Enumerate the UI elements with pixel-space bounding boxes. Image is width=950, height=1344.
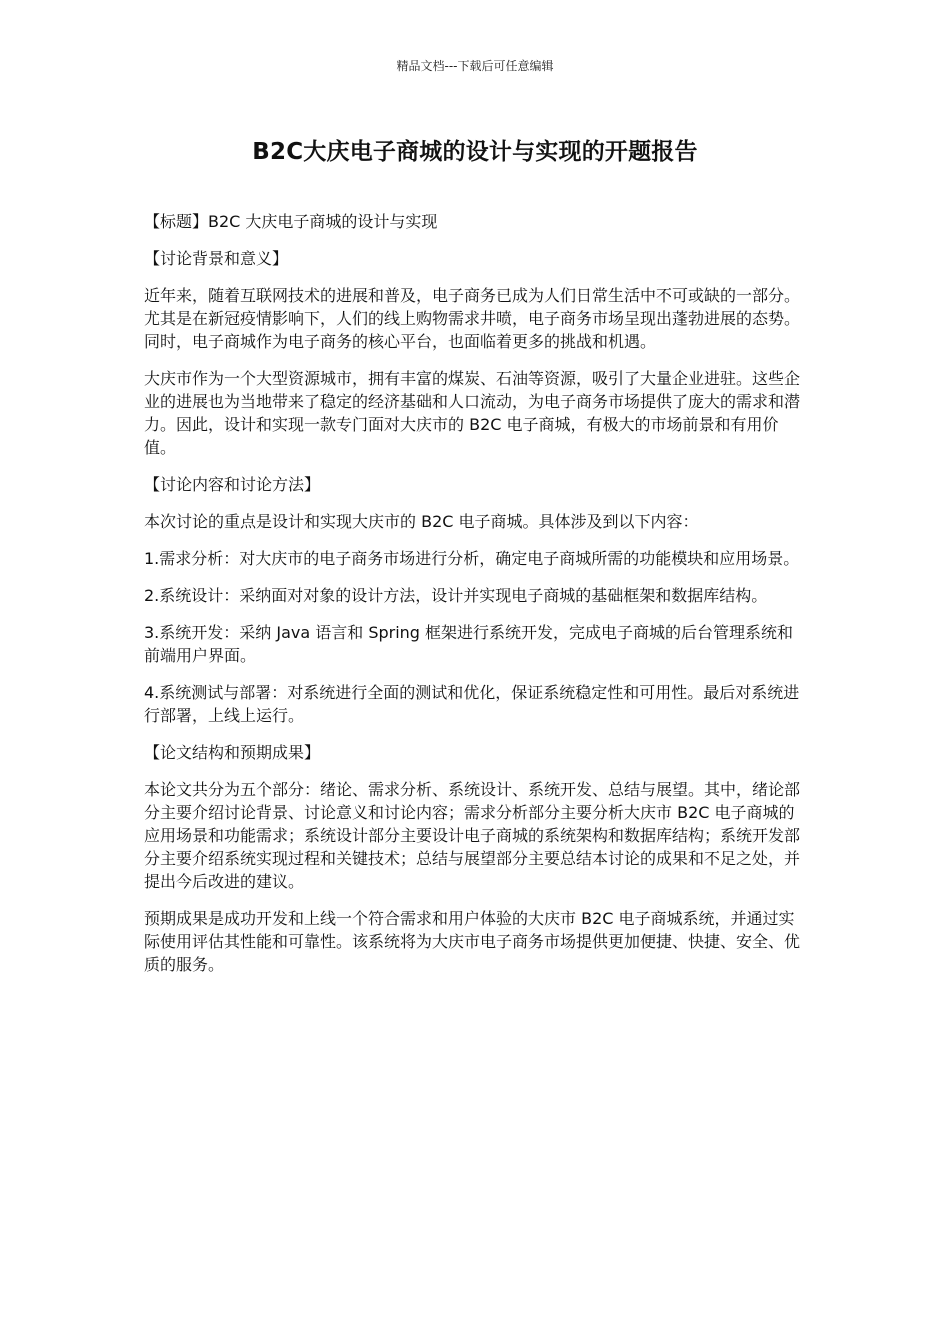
background-paragraph-1: 近年来，随着互联网技术的进展和普及，电子商务已成为人们日常生活中不可或缺的一部分。尤其是在新冠疫情影响下，人们的线上购物需求井喷，电子商务市场呈现出蓬勃进展的态势。同时，电子商城作为电子商务的核心平台，也面临着更多的挑战和机遇。: [144, 286, 801, 351]
background-paragraph-2: 大庆市作为一个大型资源城市，拥有丰富的煤炭、石油等资源，吸引了大量企业进驻。这些企业的进展也为当地带来了稳定的经济基础和人口流动，为电子商务市场提供了庞大的需求和潜力。因此，设计和实现一款专门面对大庆市的 B2C 电子商城，有极大的市场前景和有用价值。: [144, 369, 801, 457]
page-header: 精品文档---下载后可任意编辑: [396, 59, 554, 73]
section-heading-structure-results: 【论文结构和预期成果】: [144, 743, 321, 762]
content-item-4: 4.系统测试与部署：对系统进行全面的测试和优化，保证系统稳定性和可用性。最后对系统进行部署，上线上运行。: [144, 683, 800, 725]
section-heading-content-methods: 【讨论内容和讨论方法】: [144, 475, 321, 494]
title-line: 【标题】B2C 大庆电子商城的设计与实现: [144, 212, 438, 231]
results-paragraph: 预期成果是成功开发和上线一个符合需求和用户体验的大庆市 B2C 电子商城系统，并通过实际使用评估其性能和可靠性。该系统将为大庆市电子商务市场提供更加便捷、快捷、安全、优质的服务。: [144, 909, 801, 974]
content-item-2: 2.系统设计：采纳面对对象的设计方法，设计并实现电子商城的基础框架和数据库结构。: [144, 586, 768, 605]
document-title: B2C大庆电子商城的设计与实现的开题报告: [252, 139, 698, 165]
content-item-3: 3.系统开发：采纳 Java 语言和 Spring 框架进行系统开发，完成电子商城的后台管理系统和前端用户界面。: [144, 623, 794, 665]
document-body: [144, 210, 806, 990]
structure-paragraph: 本论文共分为五个部分：绪论、需求分析、系统设计、系统开发、总结与展望。其中，绪论部分主要介绍讨论背景、讨论意义和讨论内容；需求分析部分主要分析大庆市 B2C 电子商城的应用场景和功能需求；系统设计部分主要设计电子商城的系统架构和数据库结构；系统开发部分主要介绍系统实现过程和关键技术；总结与展望部分主要总结本讨论的成果和不足之处，并提出今后改进的建议。: [144, 780, 801, 891]
section-heading-background: 【讨论背景和意义】: [144, 249, 289, 268]
content-item-1: 1.需求分析：对大庆市的电子商务市场进行分析，确定电子商城所需的功能模块和应用场景。: [144, 549, 800, 568]
content-intro-paragraph: 本次讨论的重点是设计和实现大庆市的 B2C 电子商城。具体涉及到以下内容：: [144, 512, 699, 531]
